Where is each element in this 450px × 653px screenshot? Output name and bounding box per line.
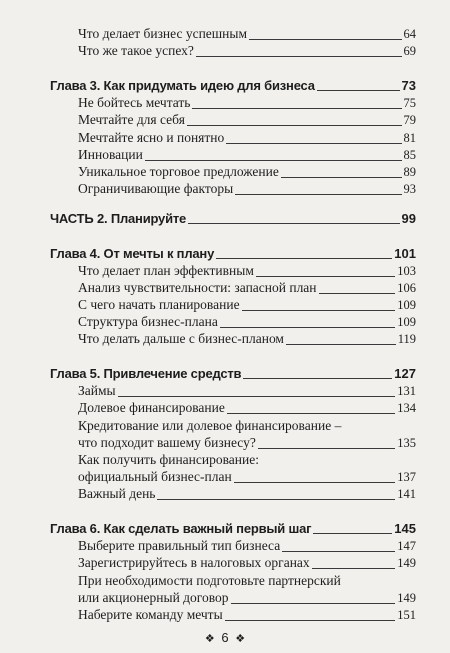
toc-entry: [78, 148, 416, 162]
toc-entry: [78, 436, 416, 450]
toc-entry: [78, 165, 416, 179]
leader-line: [286, 344, 396, 345]
chapter-heading: [50, 247, 416, 260]
toc-entry: [78, 401, 416, 415]
toc-entry-page: 137: [397, 470, 416, 484]
toc-entry-title-line1: При необходимости подготовьте партнерский: [78, 573, 341, 588]
toc-entry: [78, 44, 416, 58]
leader-line: [225, 620, 396, 621]
toc-entry-title-line1: Как получить финансирование:: [78, 452, 259, 467]
toc-entry-title: или акционерный договор: [78, 590, 229, 605]
chapter-title: Глава 4. От мечты к плану: [50, 246, 215, 261]
toc-entry: [78, 539, 416, 553]
toc-entry: [78, 556, 416, 570]
toc-entry-title: что подходит вашему бизнесу?: [78, 435, 256, 450]
leader-line: [282, 551, 395, 552]
toc-entry: [78, 315, 416, 329]
toc-entry: [78, 96, 416, 110]
toc-entry-page: 89: [403, 165, 416, 179]
toc-entry: [78, 27, 416, 41]
leader-line: [281, 177, 402, 178]
leader-line: [231, 603, 396, 604]
part-heading: [50, 212, 416, 225]
toc-entry-page: 149: [397, 556, 416, 570]
chapter-title: Глава 3. Как придумать идею для бизнеса: [50, 78, 315, 93]
toc-entry-title: Мечтайте ясно и понятно: [78, 130, 225, 145]
chapter-heading: [50, 522, 416, 535]
toc-entry-title: Что делать дальше с бизнес-планом: [78, 331, 284, 346]
leader-line: [235, 194, 401, 195]
toc-entry-title: Что делает план эффективным: [78, 263, 254, 278]
toc-entry-page: 85: [403, 148, 416, 162]
toc-entry: [78, 591, 416, 605]
leader-line: [118, 396, 396, 397]
toc-entry-title: Уникальное торговое предложение: [78, 164, 279, 179]
leader-line: [192, 108, 401, 109]
toc-entry-title: Анализ чувствительности: запасной план: [78, 280, 317, 295]
toc-entry-page: 109: [397, 298, 416, 312]
toc-entry-page: 93: [403, 182, 416, 196]
toc-entry-page: 75: [403, 96, 416, 110]
leader-line: [226, 143, 401, 144]
leader-line: [313, 533, 392, 534]
page-number: 6: [221, 630, 229, 645]
toc-entry: [78, 487, 416, 501]
toc-entry-page: 119: [397, 332, 416, 346]
part-title: ЧАСТЬ 2. Планируйте: [50, 211, 187, 226]
toc-entry-title: Что делает бизнес успешным: [78, 26, 248, 41]
toc-entry-page: 79: [403, 113, 416, 127]
toc-entry-title: Наберите команду мечты: [78, 607, 223, 622]
ornament-icon: ❖: [235, 633, 246, 645]
leader-line: [256, 276, 395, 277]
toc-entry-title: официальный бизнес-план: [78, 469, 232, 484]
toc-entry: [78, 608, 416, 622]
toc-entry-title: Инновации: [78, 147, 143, 162]
toc-entry-page: 135: [397, 436, 416, 450]
leader-line: [216, 258, 392, 259]
toc-entry-page: 69: [403, 44, 416, 58]
toc-entry-title: Ограничивающие факторы: [78, 181, 234, 196]
toc-entry-page: 64: [403, 27, 416, 41]
leader-line: [319, 293, 396, 294]
toc-entry: [78, 131, 416, 145]
toc-entry-title: Мечтайте для себя: [78, 112, 185, 127]
toc-entry-page: 134: [397, 401, 416, 415]
toc-entry: [78, 384, 416, 398]
chapter-heading: [50, 79, 416, 92]
leader-line: [317, 90, 400, 91]
toc-entry: [78, 470, 416, 484]
page-footer: [0, 630, 450, 645]
leader-line: [220, 327, 395, 328]
toc-entry: [78, 264, 416, 278]
ornament-icon: ❖: [204, 633, 215, 645]
chapter-title: Глава 5. Привлечение средств: [50, 366, 242, 381]
toc-entry-title: Важный день: [78, 486, 156, 501]
toc-entry: [78, 281, 416, 295]
chapter-title: Глава 6. Как сделать важный первый шаг: [50, 521, 312, 536]
leader-line: [196, 56, 402, 57]
leader-line: [249, 39, 401, 40]
toc-entry-title-line1: Кредитование или долевое финансирование –: [78, 418, 342, 433]
toc-entry-page: 131: [397, 384, 416, 398]
toc-entry-title: Структура бизнес-плана: [78, 314, 218, 329]
chapter-heading: [50, 367, 416, 380]
toc-entry-page: 141: [397, 487, 416, 501]
toc-entry-page: 151: [397, 608, 416, 622]
part-page: 99: [401, 211, 416, 226]
toc-entry-page: 147: [397, 539, 416, 553]
toc-entry-title: Долевое финансирование: [78, 400, 225, 415]
toc-entry-title: Займы: [78, 383, 116, 398]
toc-entry-page: 109: [397, 315, 416, 329]
toc-entry-page: 106: [397, 281, 416, 295]
toc-entry: [78, 298, 416, 312]
leader-line: [145, 160, 402, 161]
leader-line: [312, 568, 396, 569]
leader-line: [234, 482, 396, 483]
leader-line: [227, 413, 395, 414]
toc-entry: [78, 332, 416, 346]
leader-line: [243, 378, 392, 379]
chapter-page: 73: [401, 78, 416, 93]
toc-entry-title: Зарегистрируйтесь в налоговых органах: [78, 555, 310, 570]
leader-line: [157, 499, 395, 500]
leader-line: [188, 223, 399, 224]
toc-entry-title: С чего начать планирование: [78, 297, 240, 312]
toc-entry-title: Выберите правильный тип бизнеса: [78, 538, 281, 553]
leader-line: [187, 125, 402, 126]
leader-line: [242, 310, 396, 311]
toc-entry: [78, 113, 416, 127]
toc-entry-title: Не бойтесь мечтать: [78, 95, 191, 110]
toc-entry-title: Что же такое успех?: [78, 43, 194, 58]
toc-entry-page: 149: [397, 591, 416, 605]
toc-entry: [78, 182, 416, 196]
chapter-page: 101: [394, 246, 416, 261]
toc-entry-page: 81: [403, 131, 416, 145]
chapter-page: 127: [394, 366, 416, 381]
chapter-page: 145: [394, 521, 416, 536]
toc-entry-page: 103: [397, 264, 416, 278]
leader-line: [258, 448, 395, 449]
